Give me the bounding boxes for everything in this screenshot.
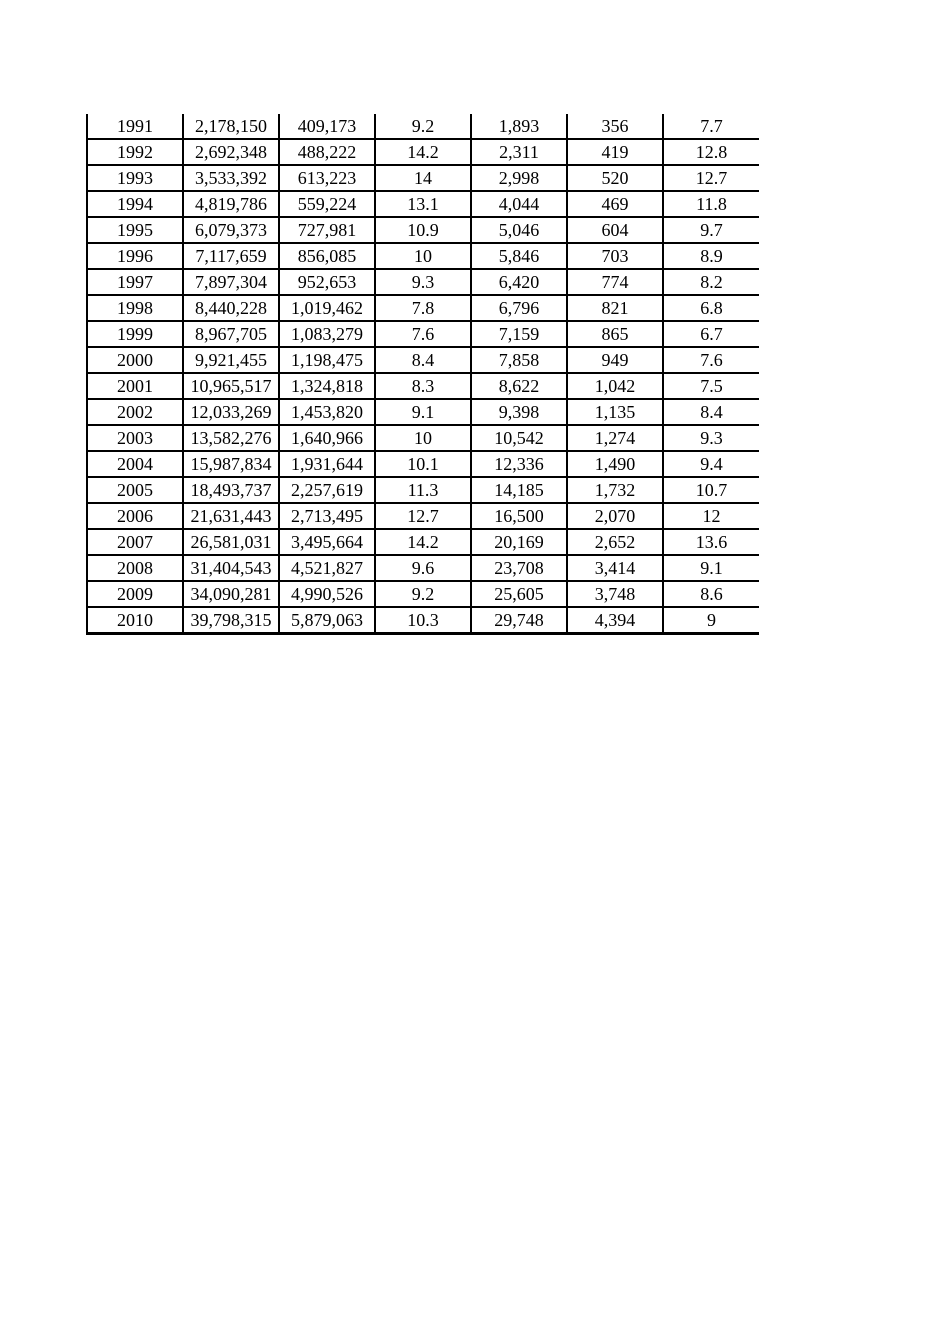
value-cell: 21,631,443 — [183, 503, 279, 529]
value-cell: 3,495,664 — [279, 529, 375, 555]
rate-cell: 7.6 — [663, 347, 759, 373]
value-cell: 952,653 — [279, 269, 375, 295]
value-cell: 2,070 — [567, 503, 663, 529]
table-row — [87, 451, 759, 477]
value-cell: 12,336 — [471, 451, 567, 477]
value-cell: 703 — [567, 243, 663, 269]
year-cell: 2009 — [87, 581, 183, 607]
rate-cell: 9.1 — [375, 399, 471, 425]
value-cell: 18,493,737 — [183, 477, 279, 503]
value-cell: 856,085 — [279, 243, 375, 269]
rate-cell: 8.4 — [663, 399, 759, 425]
value-cell: 4,819,786 — [183, 191, 279, 217]
value-cell: 3,748 — [567, 581, 663, 607]
rate-cell: 9.7 — [663, 217, 759, 243]
value-cell: 774 — [567, 269, 663, 295]
value-cell: 5,846 — [471, 243, 567, 269]
value-cell: 1,893 — [471, 114, 567, 139]
value-cell: 6,796 — [471, 295, 567, 321]
rate-cell: 9.4 — [663, 451, 759, 477]
value-cell: 3,533,392 — [183, 165, 279, 191]
year-cell: 1997 — [87, 269, 183, 295]
value-cell: 31,404,543 — [183, 555, 279, 581]
value-cell: 409,173 — [279, 114, 375, 139]
value-cell: 520 — [567, 165, 663, 191]
value-cell: 7,858 — [471, 347, 567, 373]
value-cell: 2,311 — [471, 139, 567, 165]
value-cell: 6,420 — [471, 269, 567, 295]
value-cell: 469 — [567, 191, 663, 217]
value-cell: 9,398 — [471, 399, 567, 425]
value-cell: 1,640,966 — [279, 425, 375, 451]
value-cell: 7,159 — [471, 321, 567, 347]
value-cell: 16,500 — [471, 503, 567, 529]
rate-cell: 12.8 — [663, 139, 759, 165]
value-cell: 1,324,818 — [279, 373, 375, 399]
table-row — [87, 425, 759, 451]
rate-cell: 7.7 — [663, 114, 759, 139]
value-cell: 2,652 — [567, 529, 663, 555]
year-cell: 2007 — [87, 529, 183, 555]
value-cell: 419 — [567, 139, 663, 165]
value-cell: 1,083,279 — [279, 321, 375, 347]
year-cell: 1992 — [87, 139, 183, 165]
table-row — [87, 607, 759, 634]
value-cell: 604 — [567, 217, 663, 243]
rate-cell: 12 — [663, 503, 759, 529]
table-row — [87, 373, 759, 399]
rate-cell: 10.3 — [375, 607, 471, 634]
year-cell: 1991 — [87, 114, 183, 139]
rate-cell: 9.3 — [375, 269, 471, 295]
value-cell: 1,931,644 — [279, 451, 375, 477]
rate-cell: 6.7 — [663, 321, 759, 347]
value-cell: 2,713,495 — [279, 503, 375, 529]
year-cell: 2004 — [87, 451, 183, 477]
year-cell: 2001 — [87, 373, 183, 399]
rate-cell: 10 — [375, 243, 471, 269]
table-row — [87, 503, 759, 529]
value-cell: 559,224 — [279, 191, 375, 217]
value-cell: 1,453,820 — [279, 399, 375, 425]
year-cell: 1998 — [87, 295, 183, 321]
value-cell: 8,440,228 — [183, 295, 279, 321]
value-cell: 15,987,834 — [183, 451, 279, 477]
value-cell: 6,079,373 — [183, 217, 279, 243]
year-cell: 2000 — [87, 347, 183, 373]
value-cell: 727,981 — [279, 217, 375, 243]
value-cell: 34,090,281 — [183, 581, 279, 607]
table-body — [87, 114, 759, 634]
year-cell: 2002 — [87, 399, 183, 425]
value-cell: 7,897,304 — [183, 269, 279, 295]
value-cell: 20,169 — [471, 529, 567, 555]
rate-cell: 8.2 — [663, 269, 759, 295]
value-cell: 2,692,348 — [183, 139, 279, 165]
table-row — [87, 191, 759, 217]
value-cell: 1,274 — [567, 425, 663, 451]
value-cell: 13,582,276 — [183, 425, 279, 451]
value-cell: 4,044 — [471, 191, 567, 217]
value-cell: 1,732 — [567, 477, 663, 503]
table-row — [87, 555, 759, 581]
value-cell: 4,990,526 — [279, 581, 375, 607]
value-cell: 9,921,455 — [183, 347, 279, 373]
year-cell: 1995 — [87, 217, 183, 243]
table-row — [87, 295, 759, 321]
table-row — [87, 269, 759, 295]
value-cell: 2,178,150 — [183, 114, 279, 139]
year-cell: 1994 — [87, 191, 183, 217]
value-cell: 4,521,827 — [279, 555, 375, 581]
year-cell: 1996 — [87, 243, 183, 269]
table-row — [87, 581, 759, 607]
value-cell: 12,033,269 — [183, 399, 279, 425]
rate-cell: 7.6 — [375, 321, 471, 347]
rate-cell: 9 — [663, 607, 759, 634]
rate-cell: 6.8 — [663, 295, 759, 321]
value-cell: 25,605 — [471, 581, 567, 607]
rate-cell: 14 — [375, 165, 471, 191]
rate-cell: 9.6 — [375, 555, 471, 581]
rate-cell: 8.9 — [663, 243, 759, 269]
value-cell: 39,798,315 — [183, 607, 279, 634]
value-cell: 5,879,063 — [279, 607, 375, 634]
year-cell: 1993 — [87, 165, 183, 191]
value-cell: 10,965,517 — [183, 373, 279, 399]
value-cell: 821 — [567, 295, 663, 321]
rate-cell: 14.2 — [375, 529, 471, 555]
rate-cell: 8.4 — [375, 347, 471, 373]
rate-cell: 9.2 — [375, 581, 471, 607]
value-cell: 3,414 — [567, 555, 663, 581]
table-row — [87, 139, 759, 165]
value-cell: 29,748 — [471, 607, 567, 634]
table-row — [87, 321, 759, 347]
value-cell: 865 — [567, 321, 663, 347]
value-cell: 1,490 — [567, 451, 663, 477]
value-cell: 488,222 — [279, 139, 375, 165]
value-cell: 4,394 — [567, 607, 663, 634]
table-row — [87, 165, 759, 191]
year-cell: 2006 — [87, 503, 183, 529]
year-cell: 2008 — [87, 555, 183, 581]
value-cell: 10,542 — [471, 425, 567, 451]
rate-cell: 8.6 — [663, 581, 759, 607]
rate-cell: 9.1 — [663, 555, 759, 581]
rate-cell: 13.1 — [375, 191, 471, 217]
rate-cell: 8.3 — [375, 373, 471, 399]
rate-cell: 13.6 — [663, 529, 759, 555]
value-cell: 1,135 — [567, 399, 663, 425]
rate-cell: 11.8 — [663, 191, 759, 217]
rate-cell: 9.2 — [375, 114, 471, 139]
value-cell: 949 — [567, 347, 663, 373]
table-row — [87, 347, 759, 373]
value-cell: 8,622 — [471, 373, 567, 399]
value-cell: 26,581,031 — [183, 529, 279, 555]
rate-cell: 9.3 — [663, 425, 759, 451]
rate-cell: 10.1 — [375, 451, 471, 477]
year-cell: 1999 — [87, 321, 183, 347]
value-cell: 2,257,619 — [279, 477, 375, 503]
year-cell: 2005 — [87, 477, 183, 503]
year-cell: 2010 — [87, 607, 183, 634]
table-row — [87, 217, 759, 243]
value-cell: 1,019,462 — [279, 295, 375, 321]
value-cell: 356 — [567, 114, 663, 139]
table-row — [87, 529, 759, 555]
value-cell: 7,117,659 — [183, 243, 279, 269]
table-row — [87, 243, 759, 269]
table-row — [87, 477, 759, 503]
rate-cell: 7.8 — [375, 295, 471, 321]
data-table — [86, 114, 759, 635]
value-cell: 1,198,475 — [279, 347, 375, 373]
value-cell: 23,708 — [471, 555, 567, 581]
value-cell: 613,223 — [279, 165, 375, 191]
rate-cell: 14.2 — [375, 139, 471, 165]
year-cell: 2003 — [87, 425, 183, 451]
value-cell: 5,046 — [471, 217, 567, 243]
rate-cell: 10.7 — [663, 477, 759, 503]
rate-cell: 12.7 — [663, 165, 759, 191]
rate-cell: 7.5 — [663, 373, 759, 399]
value-cell: 14,185 — [471, 477, 567, 503]
rate-cell: 10 — [375, 425, 471, 451]
value-cell: 1,042 — [567, 373, 663, 399]
table-row — [87, 399, 759, 425]
table-row — [87, 114, 759, 139]
value-cell: 2,998 — [471, 165, 567, 191]
rate-cell: 12.7 — [375, 503, 471, 529]
rate-cell: 10.9 — [375, 217, 471, 243]
value-cell: 8,967,705 — [183, 321, 279, 347]
rate-cell: 11.3 — [375, 477, 471, 503]
